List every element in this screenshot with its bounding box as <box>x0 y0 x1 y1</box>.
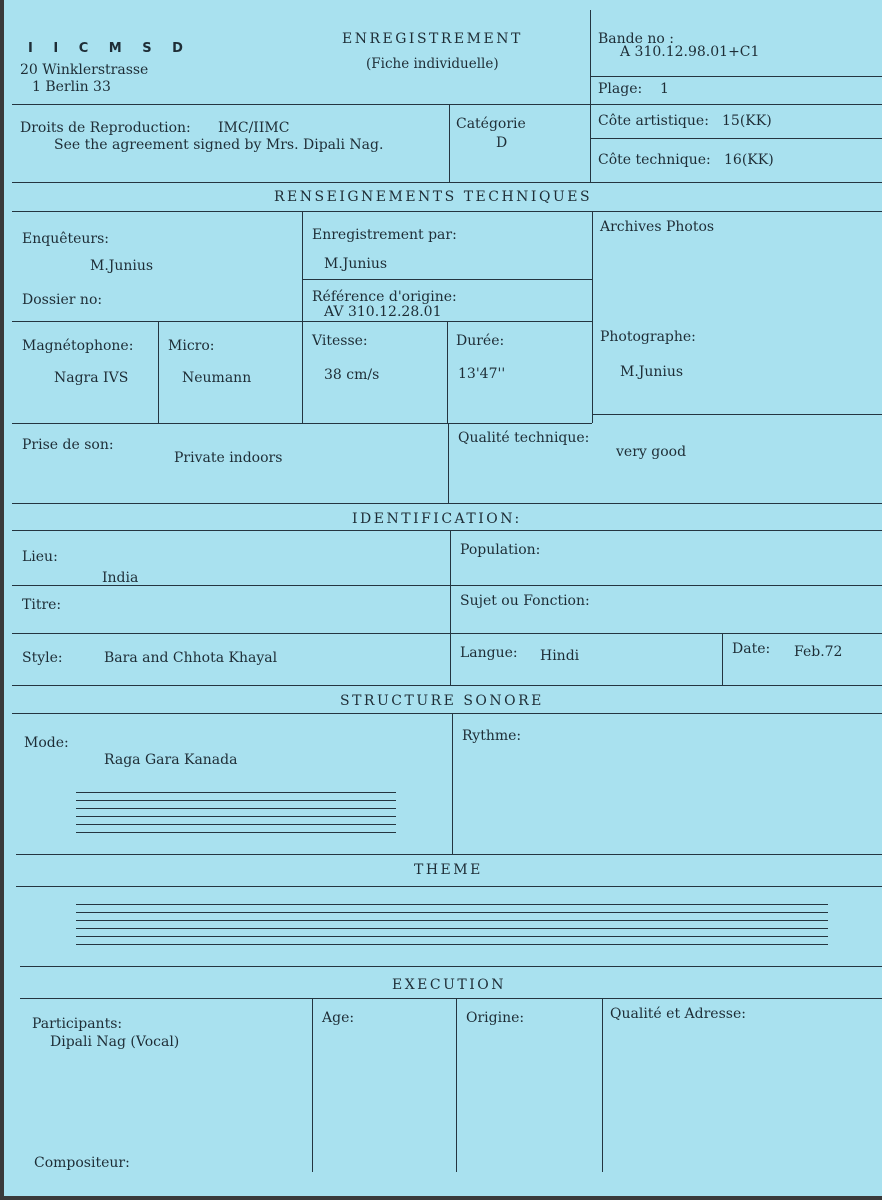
categorie-label: Catégorie <box>456 116 526 132</box>
rule <box>12 585 882 586</box>
micro-value: Neumann <box>182 370 252 386</box>
writing-line <box>76 832 396 833</box>
lieu-value: India <box>102 570 139 586</box>
cote-technique-value: 16(KK) <box>724 152 774 168</box>
rule <box>12 685 882 686</box>
writing-line <box>76 944 828 945</box>
cote-technique-label: Côte technique: <box>598 152 711 168</box>
vitesse-label: Vitesse: <box>312 333 368 349</box>
rule <box>456 998 457 1172</box>
rule <box>722 633 723 685</box>
bande-label: Bande no : <box>598 31 674 47</box>
writing-line <box>76 824 396 825</box>
section-heading-structure: STRUCTURE SONORE <box>340 693 544 709</box>
rule <box>12 503 882 504</box>
enqueteurs-label: Enquêteurs: <box>22 231 110 247</box>
rule <box>592 211 593 423</box>
rule <box>158 321 159 423</box>
reference-value: AV 310.12.28.01 <box>324 304 442 320</box>
rule <box>312 998 313 1172</box>
magnetophone-value: Nagra IVS <box>54 370 129 386</box>
section-heading-technique: RENSEIGNEMENTS TECHNIQUES <box>274 189 593 205</box>
rule <box>12 104 882 105</box>
micro-label: Micro: <box>168 338 215 354</box>
address-line-2: 1 Berlin 33 <box>32 79 111 95</box>
rule <box>20 998 882 999</box>
mode-value: Raga Gara Kanada <box>104 752 238 768</box>
bande-value: A 310.12.98.01+C1 <box>620 44 760 60</box>
enqueteurs-value: M.Junius <box>90 258 154 274</box>
population-label: Population: <box>460 542 541 558</box>
rule <box>12 713 882 714</box>
langue-label: Langue: <box>460 645 518 661</box>
rule <box>20 966 882 967</box>
droits-note: See the agreement signed by Mrs. Dipali Nag. <box>54 137 384 153</box>
plage-label: Plage: <box>598 81 643 97</box>
rule <box>592 414 882 415</box>
rule <box>16 886 882 887</box>
titre-label: Titre: <box>22 597 62 613</box>
rule <box>448 423 449 503</box>
rule <box>12 530 882 531</box>
archives-label: Archives Photos <box>600 219 715 235</box>
qualite-technique-label: Qualité technique: <box>458 430 590 446</box>
dossier-label: Dossier no: <box>22 292 103 308</box>
compositeur-label: Compositeur: <box>34 1155 130 1171</box>
langue-value: Hindi <box>540 648 580 664</box>
origine-label: Origine: <box>466 1010 525 1026</box>
section-heading-theme: THEME <box>414 862 483 878</box>
sujet-label: Sujet ou Fonction: <box>460 593 590 609</box>
enregistrement-par-value: M.Junius <box>324 256 388 272</box>
rule <box>16 854 882 855</box>
duree-label: Durée: <box>456 333 505 349</box>
vitesse-value: 38 cm/s <box>324 367 380 383</box>
writing-line <box>76 928 828 929</box>
date-value: Feb.72 <box>794 644 843 660</box>
reference-label: Référence d'origine: <box>312 289 457 305</box>
rule <box>302 211 303 423</box>
writing-line <box>76 920 828 921</box>
form-title: ENREGISTREMENT <box>342 31 523 47</box>
writing-line <box>76 800 396 801</box>
qualite-technique-value: very good <box>616 444 687 460</box>
date-label: Date: <box>732 641 771 657</box>
rule <box>602 998 603 1172</box>
duree-value: 13'47'' <box>458 366 506 382</box>
writing-line <box>76 936 828 937</box>
form-subtitle: (Fiche individuelle) <box>366 56 499 72</box>
lieu-label: Lieu: <box>22 549 58 565</box>
rule <box>12 423 592 424</box>
magnetophone-label: Magnétophone: <box>22 338 134 354</box>
rule <box>12 211 882 212</box>
section-heading-execution: EXECUTION <box>392 977 507 993</box>
writing-line <box>76 808 396 809</box>
style-label: Style: <box>22 650 63 666</box>
photographe-value: M.Junius <box>620 364 684 380</box>
mode-label: Mode: <box>24 735 69 751</box>
rule <box>12 182 882 183</box>
photographe-label: Photographe: <box>600 329 696 345</box>
categorie-value: D <box>496 135 508 151</box>
section-heading-identification: IDENTIFICATION: <box>352 511 522 527</box>
index-card <box>4 0 882 1196</box>
rule <box>590 76 882 77</box>
plage-value: 1 <box>660 81 669 97</box>
writing-line <box>76 912 828 913</box>
age-label: Age: <box>322 1010 355 1026</box>
prise-value: Private indoors <box>174 450 283 466</box>
cote-artistique-label: Côte artistique: <box>598 113 709 129</box>
rule <box>12 633 882 634</box>
rule <box>452 713 453 854</box>
qualite-adresse-label: Qualité et Adresse: <box>610 1006 746 1022</box>
writing-line <box>76 792 396 793</box>
rule <box>590 138 882 139</box>
participants-value: Dipali Nag (Vocal) <box>50 1034 180 1050</box>
org-name: I I C M S D <box>28 41 191 56</box>
writing-line <box>76 904 828 905</box>
prise-label: Prise de son: <box>22 437 114 453</box>
style-value: Bara and Chhota Khayal <box>104 650 278 666</box>
rule <box>450 530 451 685</box>
rule <box>449 104 450 182</box>
participants-label: Participants: <box>32 1016 123 1032</box>
droits-value: IMC/IIMC <box>218 120 290 136</box>
enregistrement-par-label: Enregistrement par: <box>312 227 457 243</box>
rule <box>302 279 592 280</box>
droits-label: Droits de Reproduction: <box>20 120 191 136</box>
address-line-1: 20 Winklerstrasse <box>20 62 149 78</box>
rythme-label: Rythme: <box>462 728 522 744</box>
cote-artistique-value: 15(KK) <box>722 113 772 129</box>
rule <box>590 10 591 182</box>
rule <box>447 321 448 423</box>
writing-line <box>76 816 396 817</box>
